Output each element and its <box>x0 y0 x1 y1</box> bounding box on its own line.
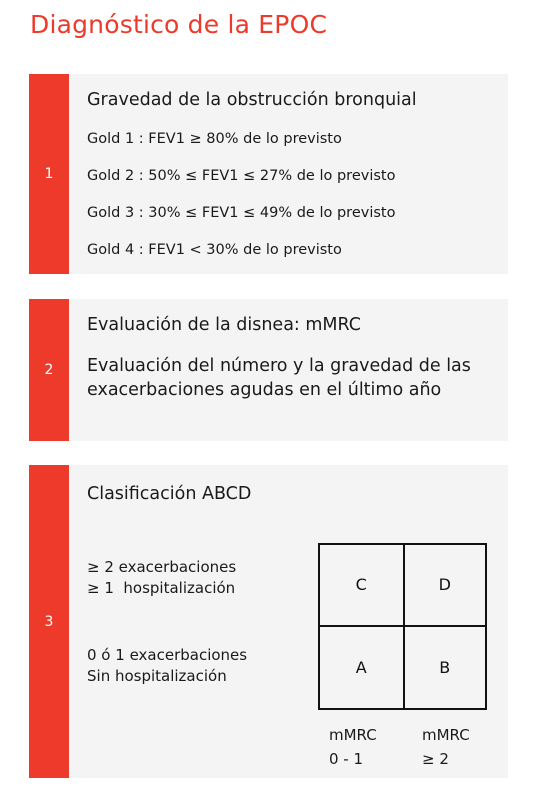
gold-item: Gold 1 : FEV1 ≥ 80% de lo previsto <box>87 131 342 147</box>
col-label-left: mMRC 0 - 1 <box>329 726 377 768</box>
page-title: Diagnóstico de la EPOC <box>30 10 328 39</box>
grid-cell-a: A <box>355 657 367 677</box>
row-label-low: 0 ó 1 exacerbaciones Sin hospitalización <box>87 646 248 685</box>
abcd-grid <box>318 543 487 710</box>
col-label-right: mMRC ≥ 2 <box>422 726 470 768</box>
gold-item: Gold 4 : FEV1 < 30% de lo previsto <box>87 242 342 258</box>
section-3-card <box>29 465 508 778</box>
grid-cell-b: B <box>403 627 486 709</box>
section-number: 3 <box>29 465 69 778</box>
section-text: Evaluación del número y la gravedad de las exacerbaciones agudas en el último año <box>87 356 471 400</box>
section-2-card <box>29 299 508 441</box>
gold-item: Gold 2 : 50% ≤ FEV1 ≤ 27% de lo previsto <box>87 168 396 184</box>
section-heading: Evaluación de la disnea: mMRC <box>87 315 362 335</box>
section-heading: Clasificación ABCD <box>87 484 252 504</box>
grid-cell-d: D <box>403 545 486 627</box>
grid-cell-c: C <box>320 545 403 627</box>
gold-item: Gold 3 : 30% ≤ FEV1 ≤ 49% de lo previsto <box>87 205 396 221</box>
section-number: 2 <box>29 299 69 441</box>
section-heading: Gravedad de la obstrucción bronquial <box>87 90 417 110</box>
row-label-high: ≥ 2 exacerbaciones ≥ 1 hospitalización <box>87 558 237 597</box>
section-number: 1 <box>29 74 69 274</box>
section-1-card <box>29 74 508 274</box>
